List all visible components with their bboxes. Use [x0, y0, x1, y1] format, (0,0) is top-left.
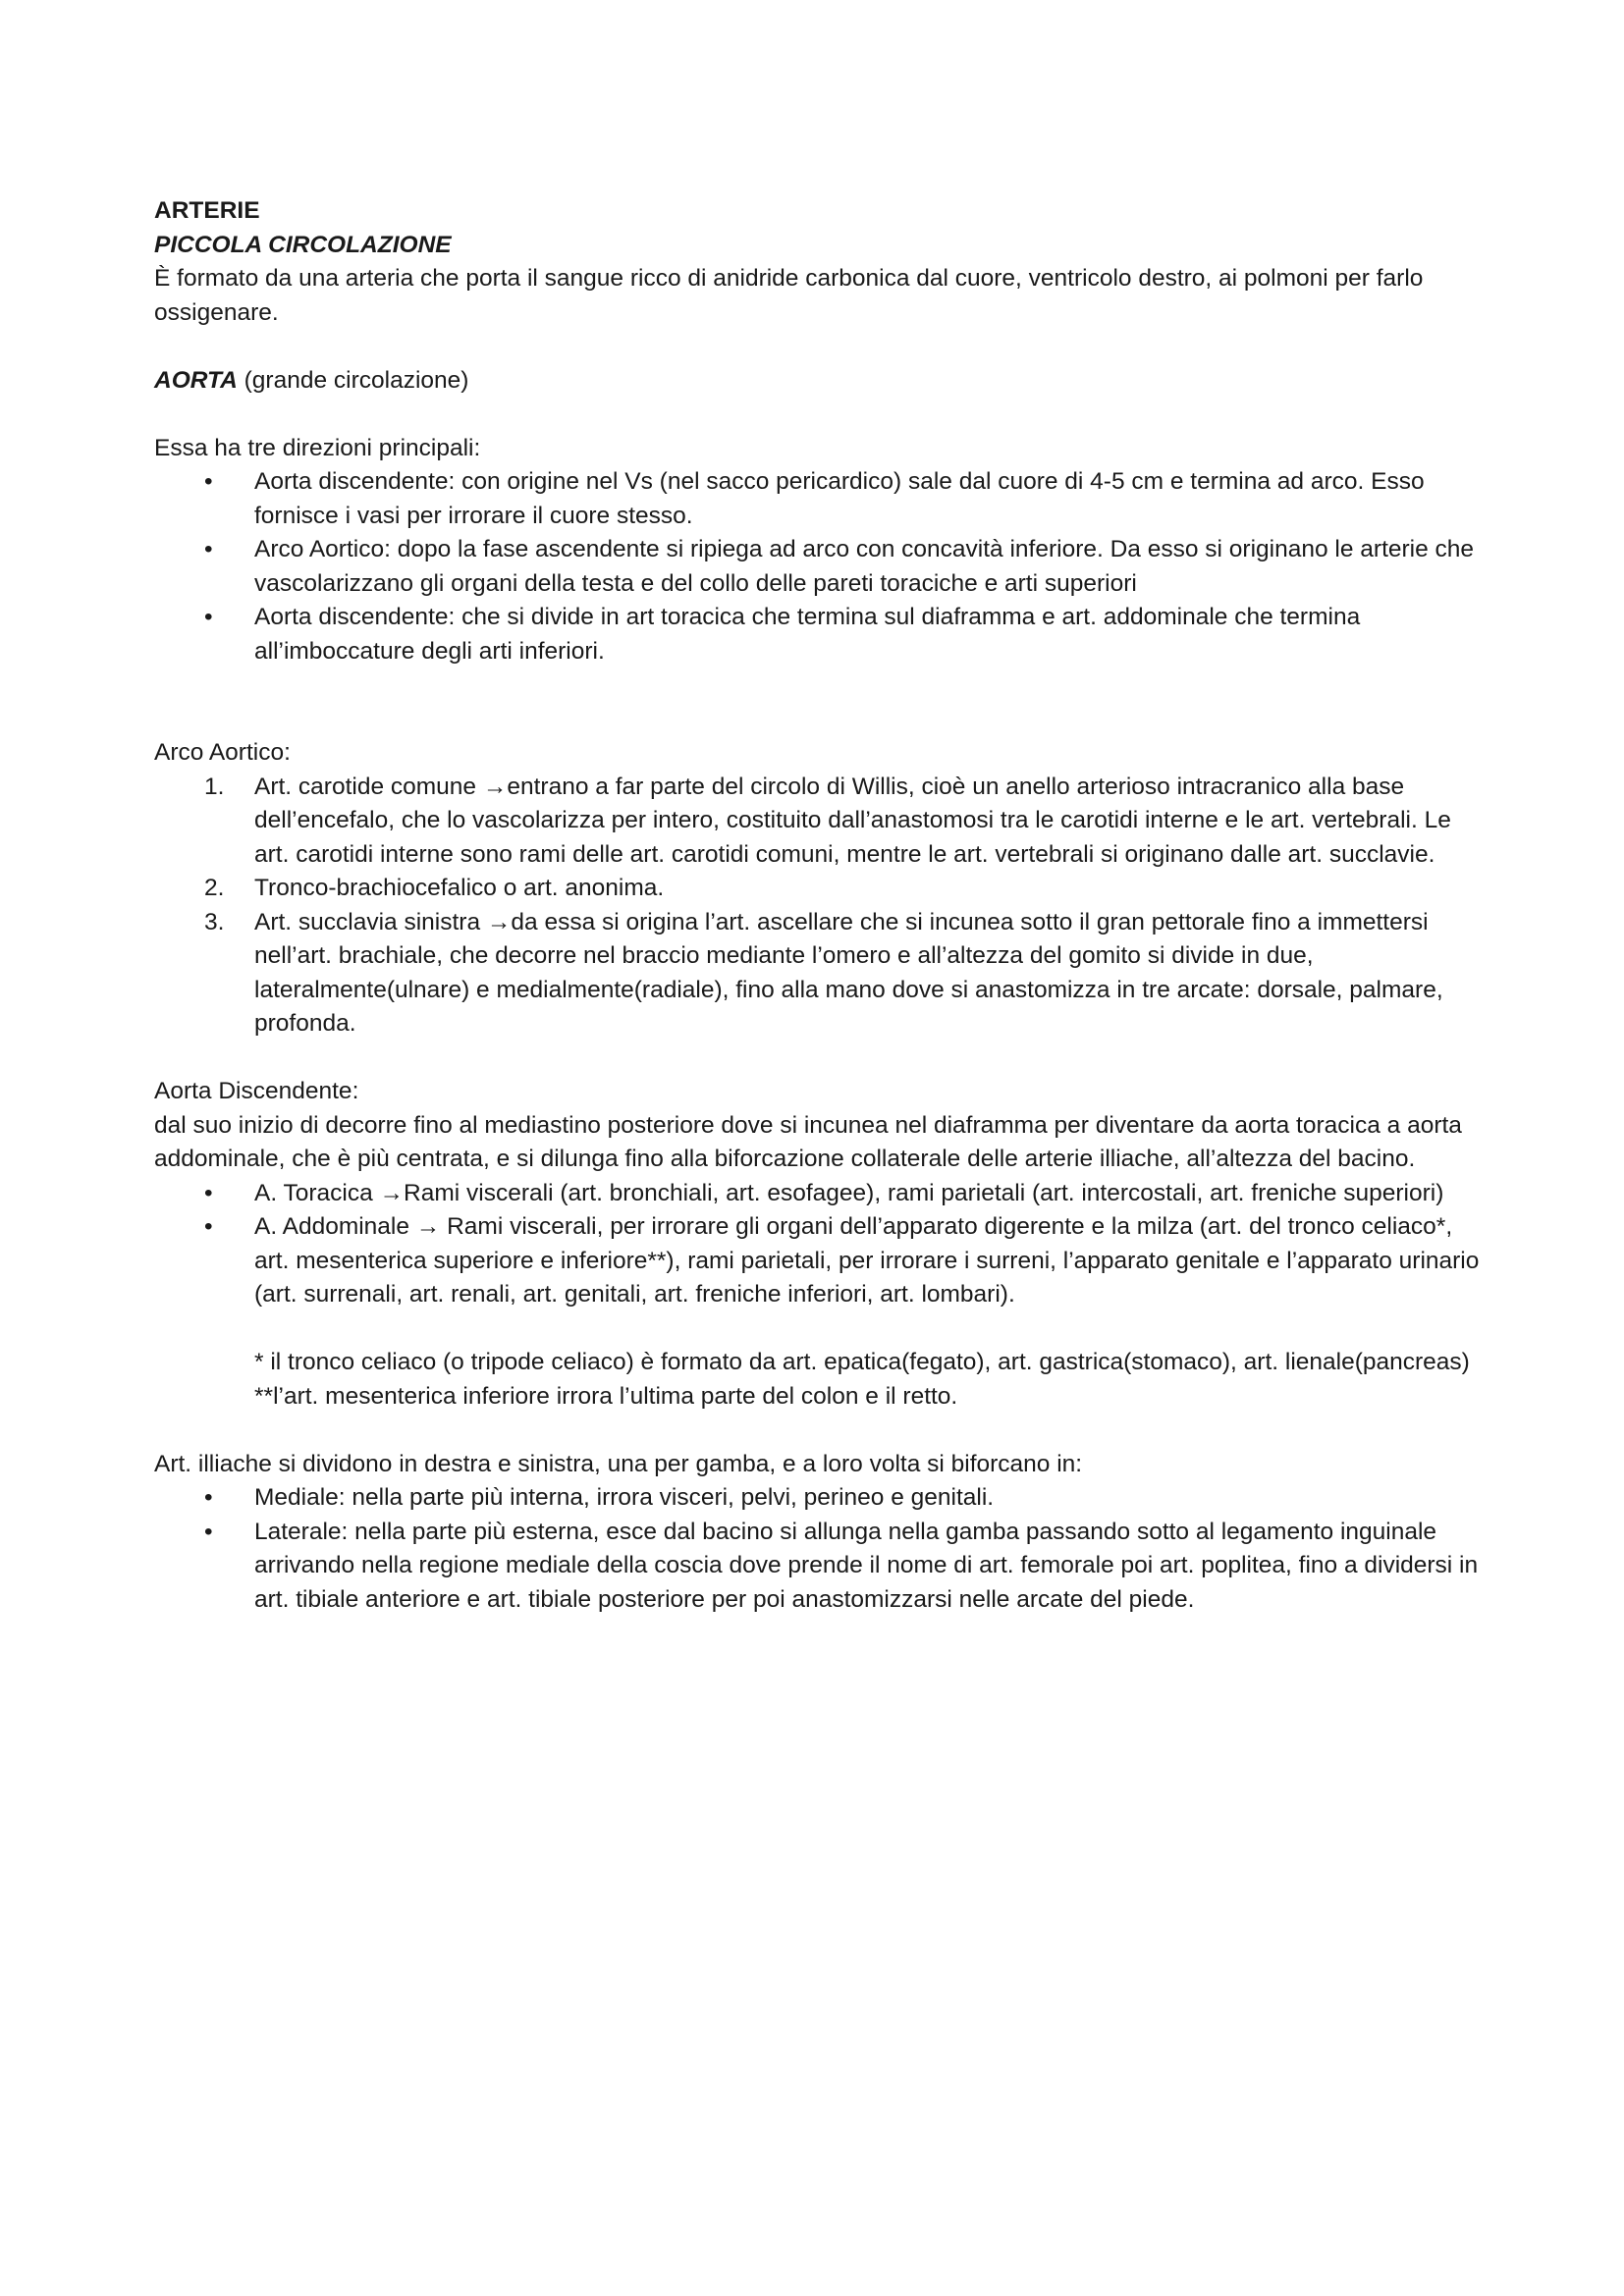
list-number: 1.: [204, 773, 225, 800]
list-item: [154, 601, 1489, 668]
document-page: [154, 194, 1489, 1617]
piccola-heading: PICCOLA CIRCOLAZIONE: [154, 231, 452, 258]
discendente-paragraph: dal suo inizio di decorre fino al mediastino posteriore dove si incunea nel diaframma per diventare da aorta toracica a aorta addominale, che è più centrata, e si dilunga fino alla biforcazione collaterale delle arterie illiache, all’altezza del bacino.: [154, 1111, 1462, 1172]
list-item-text: Mediale: nella parte più interna, irrora visceri, pelvi, perineo e genitali.: [254, 1484, 995, 1511]
list-item: [154, 1210, 1489, 1312]
bullet: •: [204, 536, 213, 562]
list-number: 2.: [204, 875, 225, 901]
list-item-text: Art. carotide comune →entrano a far parte del circolo di Willis, cioè un anello arterioso intracranico alla base dell’encefalo, che lo vascolarizza per intero, costituito dall’anastomosi tra le carotidi interne e le art. vertebrali. Le art. carotidi interne sono rami delle art. carotidi comuni, mentre le art. vertebrali si originano dalle art. succlavie.: [254, 773, 1451, 868]
list-item: [154, 1516, 1489, 1618]
discendente-heading: Aorta Discendente:: [154, 1078, 359, 1104]
bullet: •: [204, 1179, 213, 1206]
illiache-intro: Art. illiache si dividono in destra e sinistra, una per gamba, e a loro volta si biforcano in:: [154, 1450, 1083, 1477]
aorta-intro: Essa ha tre direzioni principali:: [154, 434, 481, 461]
list-item-text: Aorta discendente: con origine nel Vs (nel sacco pericardico) sale dal cuore di 4-5 cm e termina ad arco. Esso fornisce i vasi per irrorare il cuore stesso.: [254, 468, 1425, 529]
list-item-text: Aorta discendente: che si divide in art toracica che termina sul diaframma e art. addominale che termina all’imboccature degli arti inferiori.: [254, 604, 1361, 665]
aorta-heading: AORTA: [154, 366, 238, 394]
list-item: [154, 771, 1489, 873]
list-item: [154, 906, 1489, 1041]
list-item-text: Arco Aortico: dopo la fase ascendente si ripiega ad arco con concavità inferiore. Da esso si originano le arterie che vascolarizzano gli organi della testa e del collo delle pareti toraciche e arti superiori: [254, 536, 1475, 597]
list-item-text: A. Addominale → Rami viscerali, per irrorare gli organi dell’apparato digerente e la milza (art. del tronco celiaco*, art. mesenterica superiore e inferiore**), rami parietali, per irrorare i surreni, l’apparato genitale e l’apparato urinario (art. surrenali, art. renali, art. genitali, art. freniche inferiori, art. lombari).: [254, 1213, 1480, 1308]
list-item: [154, 1177, 1489, 1211]
list-item: [154, 1481, 1489, 1516]
footnote-tronco-celiaco: * il tronco celiaco (o tripode celiaco) è formato da art. epatica(fegato), art. gastrica(stomaco), art. lienale(pancreas): [254, 1349, 1470, 1375]
list-number: 3.: [204, 908, 225, 935]
bullet: •: [204, 1484, 213, 1511]
illiache-list: [154, 1481, 1489, 1617]
bullet: •: [204, 468, 213, 495]
list-item: [154, 533, 1489, 601]
arco-heading: Arco Aortico:: [154, 739, 291, 766]
list-item: [154, 872, 1489, 906]
list-item-text: Art. succlavia sinistra →da essa si origina l’art. ascellare che si incunea sotto il gran pettorale fino a immettersi nell’art. brachiale, che decorre nel braccio mediante l’omero e all’altezza del gomito si divide in due, lateralmente(ulnare) e medialmente(radiale), fino alla mano dove si anastomizza in tre arcate: dorsale, palmare, profonda.: [254, 908, 1443, 1037]
discendente-list: [154, 1177, 1489, 1312]
list-item-text: A. Toracica →Rami viscerali (art. bronchiali, art. esofagee), rami parietali (art. intercostali, art. freniche superiori): [254, 1179, 1444, 1206]
piccola-paragraph: È formato da una arteria che porta il sangue ricco di anidride carbonica dal cuore, ventricolo destro, ai polmoni per farlo ossigenare.: [154, 265, 1424, 326]
aorta-list: [154, 465, 1489, 668]
arco-list: [154, 771, 1489, 1041]
aorta-heading-line: [154, 364, 1489, 399]
bullet: •: [204, 604, 213, 630]
bullet: •: [204, 1213, 213, 1240]
footnote-mesenterica: **l’art. mesenterica inferiore irrora l’ultima parte del colon e il retto.: [254, 1382, 958, 1410]
list-item-text: Tronco-brachiocefalico o art. anonima.: [254, 875, 665, 901]
bullet: •: [204, 1518, 213, 1545]
list-item-text: Laterale: nella parte più esterna, esce dal bacino si allunga nella gamba passando sotto al legamento inguinale arrivando nella regione mediale della coscia dove prende il nome di art. femorale poi art. poplitea, fino a dividersi in art. tibiale anteriore e art. tibiale posteriore per poi anastomizzarsi nelle arcate del piede.: [254, 1518, 1479, 1613]
document-title: ARTERIE: [154, 197, 260, 224]
aorta-heading-suffix: (grande circolazione): [237, 366, 469, 394]
list-item: [154, 465, 1489, 533]
